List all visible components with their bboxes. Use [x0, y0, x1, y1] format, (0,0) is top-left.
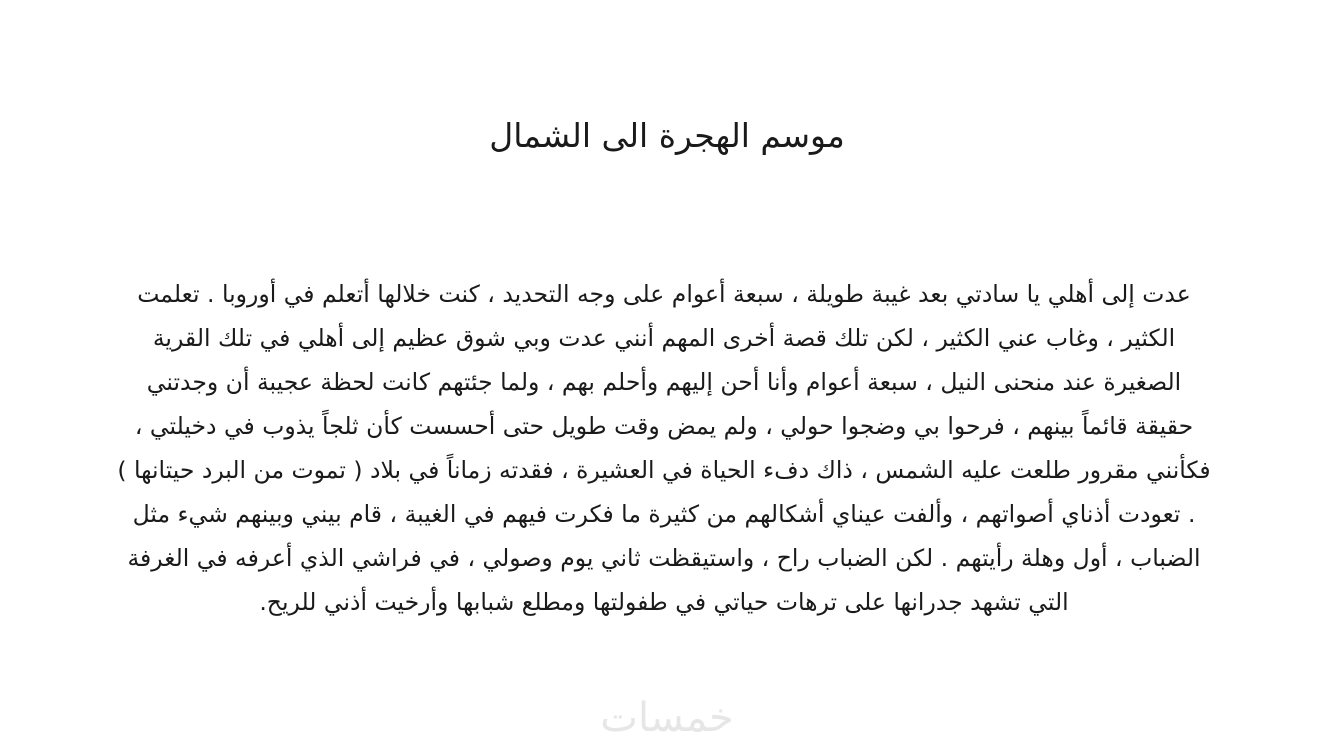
paragraph-line: الصغيرة عند منحنى النيل ، سبعة أعوام وأنا أحن إليهم وأحلم بهم ، ولما جئتهم كانت لحظة عجيبة أن وجدتني [146, 368, 1182, 396]
paragraph-line: حقيقة قائماً بينهم ، فرحوا بي وضجوا حولي ، ولم يمض وقت طويل حتى أحسست كأن ثلجاً يذوب في دخيلتي ، [134, 412, 1194, 440]
paragraph-line: . تعودت أذناي أصواتهم ، وألفت عيناي أشكالهم من كثيرة ما فكرت فيهم في الغيبة ، قام بيني وبينهم شيء مثل [132, 500, 1196, 528]
paragraph-line: الضباب ، أول وهلة رأيتهم . لكن الضباب راح ، واستيقظت ثاني يوم وصولي ، في فراشي الذي أعرفه في الغرفة [127, 544, 1201, 572]
paragraph-line: الكثير ، وغاب عني الكثير ، لكن تلك قصة أخرى المهم أنني عدت وبي شوق عظيم إلى أهلي في تلك القرية [152, 324, 1176, 352]
paragraph-line: عدت إلى أهلي يا سادتي بعد غيبة طويلة ، سبعة أعوام على وجه التحديد ، كنت خلالها أتعلم في أوروبا . تعلمت [137, 280, 1191, 308]
watermark-logo: خمسات [600, 695, 734, 741]
page-title: موسم الهجرة الى الشمال [489, 116, 845, 155]
paragraph-line: فكأنني مقرور طلعت عليه الشمس ، ذاك دفء الحياة في العشيرة ، فقدته زماناً في بلاد ( تموت من البرد حيتانها ) [117, 456, 1211, 484]
body-paragraph [46, 272, 1282, 624]
paragraph-line: التي تشهد جدرانها على ترهات حياتي في طفولتها ومطلع شبابها وأرخيت أذني للريح. [259, 588, 1069, 616]
